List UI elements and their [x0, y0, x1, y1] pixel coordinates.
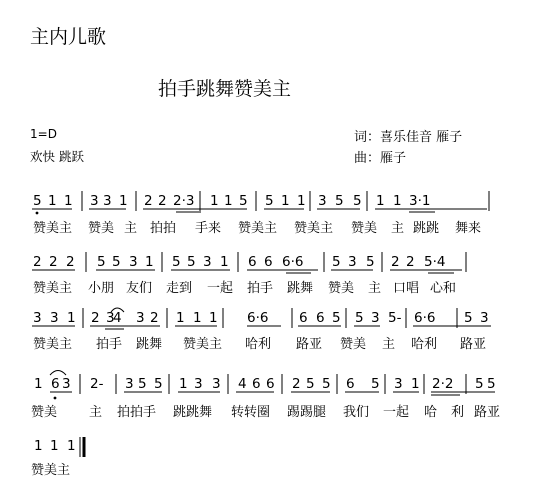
- note: 5: [371, 376, 380, 392]
- song-title: 拍手跳舞赞美主: [158, 78, 292, 100]
- note: 6: [248, 254, 257, 270]
- note: 5: [112, 254, 121, 270]
- note: 5: [154, 376, 163, 392]
- note: 1: [119, 193, 128, 209]
- lyric-word: 主: [391, 221, 405, 236]
- note: 5: [487, 376, 496, 392]
- lyric-word: 跳舞: [136, 337, 163, 352]
- note: 3: [90, 193, 99, 209]
- note: 5: [353, 193, 362, 209]
- note: 5: [335, 193, 344, 209]
- lyric-word: 我们: [343, 405, 370, 420]
- note: 1: [64, 193, 73, 209]
- lyric-word: 拍手: [247, 281, 274, 296]
- note: 2: [150, 310, 159, 326]
- note: 1: [176, 310, 185, 326]
- note: 1: [281, 193, 290, 209]
- note: 3: [103, 193, 112, 209]
- note: 5: [366, 254, 375, 270]
- note: 3: [203, 254, 212, 270]
- lyric-word: 利: [451, 405, 465, 420]
- note: 6·6: [282, 254, 304, 270]
- note: 5: [265, 193, 274, 209]
- note: 3: [33, 310, 42, 326]
- lyric-word: 一起: [383, 405, 410, 420]
- note: 1: [67, 310, 76, 326]
- lyric-word: 口唱: [393, 281, 420, 296]
- note: 3: [62, 376, 71, 392]
- lyric-word: 友们: [126, 281, 153, 296]
- note: 6: [252, 376, 261, 392]
- tie-arc: [50, 371, 66, 376]
- lyric-word: 跳跳: [413, 221, 440, 236]
- note: 6: [346, 376, 355, 392]
- note: 2: [292, 376, 301, 392]
- note: 1: [224, 193, 233, 209]
- lyric-word: 舞来: [455, 221, 482, 236]
- note: 3: [348, 254, 357, 270]
- note: 1: [193, 310, 202, 326]
- lyric-word: 拍手: [96, 337, 123, 352]
- lyric-word: 赞美主: [33, 281, 73, 296]
- note: 2: [91, 310, 100, 326]
- note: 3: [125, 376, 134, 392]
- song-category: 主内儿歌: [30, 26, 107, 48]
- note: 1: [393, 193, 402, 209]
- note: 5: [475, 376, 484, 392]
- note: 2·3: [173, 193, 195, 209]
- note: 5: [172, 254, 181, 270]
- note: 2: [33, 254, 42, 270]
- low-octave-dot: [54, 397, 57, 400]
- octave-dots: [36, 212, 57, 400]
- note: 2: [49, 254, 58, 270]
- note: 3: [212, 376, 221, 392]
- lyricist-credit: 词：喜乐佳音 雁子: [354, 130, 463, 145]
- note: 1: [220, 254, 229, 270]
- note: 1: [411, 376, 420, 392]
- lyric-word: 赞美: [31, 405, 58, 420]
- lyric-word: 主: [382, 337, 396, 352]
- note: 3: [194, 376, 203, 392]
- note: 4: [113, 310, 122, 326]
- lyric-word: 拍拍手: [117, 405, 157, 420]
- note: 2·2: [432, 376, 454, 392]
- low-octave-dot: [36, 212, 39, 215]
- lyric-word: 赞美: [340, 337, 367, 352]
- note: 6: [51, 376, 60, 392]
- lyric-word: 赞美: [88, 221, 115, 236]
- note: 3: [394, 376, 403, 392]
- note: 5: [464, 310, 473, 326]
- note: 3: [50, 310, 59, 326]
- note: 2: [158, 193, 167, 209]
- lyric-word: 路亚: [296, 337, 323, 352]
- lyric-word: 小朋: [88, 281, 115, 296]
- lyric-word: 赞美: [351, 221, 378, 236]
- key-signature: 1=D: [30, 127, 57, 141]
- note: 1: [376, 193, 385, 209]
- note: 1: [209, 310, 218, 326]
- note: 2: [406, 254, 415, 270]
- lyric-word: 走到: [166, 281, 193, 296]
- lyric-word: 跳跳舞: [173, 405, 213, 420]
- tempo-marking: 欢快 跳跃: [30, 149, 84, 164]
- note: 1: [67, 438, 76, 454]
- lyric-word: 哈: [424, 405, 438, 420]
- lyric-word: 跳舞: [287, 281, 314, 296]
- note: 5: [97, 254, 106, 270]
- lyric-word: 赞美主: [238, 221, 278, 236]
- note: 4: [238, 376, 247, 392]
- lyric-word: 赞美主: [31, 463, 71, 478]
- lyric-word: 转转圈: [231, 405, 271, 420]
- note: 5-: [388, 310, 402, 326]
- note: 2: [391, 254, 400, 270]
- note: 3: [480, 310, 489, 326]
- note: 3·1: [409, 193, 431, 209]
- note: 3: [371, 310, 380, 326]
- lyric-word: 赞美主: [33, 337, 73, 352]
- note: 1: [179, 376, 188, 392]
- lyric-word: 哈利: [245, 337, 272, 352]
- note: 2-: [90, 376, 104, 392]
- note: 6: [299, 310, 308, 326]
- composer-credit: 曲：雁子: [354, 151, 407, 166]
- note: 3: [136, 310, 145, 326]
- lyric-word: 主: [89, 405, 103, 420]
- note: 1: [50, 438, 59, 454]
- note: 6: [266, 376, 275, 392]
- note: 5: [138, 376, 147, 392]
- note: 1: [297, 193, 306, 209]
- lyric-word: 赞美主: [33, 221, 73, 236]
- note: 6: [264, 254, 273, 270]
- note: 5: [306, 376, 315, 392]
- note: 2: [144, 193, 153, 209]
- lyric-word: 赞美: [328, 281, 355, 296]
- lyric-word: 主: [368, 281, 382, 296]
- lyric-word: 路亚: [474, 405, 501, 420]
- lyric-word: 路亚: [460, 337, 487, 352]
- note: 5: [33, 193, 42, 209]
- note: 3: [129, 254, 138, 270]
- note: 5: [332, 254, 341, 270]
- note: 5: [239, 193, 248, 209]
- note: 5: [187, 254, 196, 270]
- note: 3: [318, 193, 327, 209]
- lyric-word: 一起: [207, 281, 234, 296]
- lyric-word: 心和: [430, 281, 457, 296]
- note: 5: [322, 376, 331, 392]
- lyric-word: 赞美主: [294, 221, 334, 236]
- note: 1: [34, 376, 43, 392]
- lyric-word: 踢踢腿: [287, 405, 327, 420]
- note: 1: [34, 438, 43, 454]
- note: 1: [48, 193, 57, 209]
- note: 5·4: [424, 254, 446, 270]
- note: 1: [210, 193, 219, 209]
- note: 5: [332, 310, 341, 326]
- note: 3: [106, 310, 115, 326]
- note: 5: [355, 310, 364, 326]
- lyric-word: 哈利: [411, 337, 438, 352]
- lyric-word: 拍拍: [150, 221, 177, 236]
- note: 1: [145, 254, 154, 270]
- lyric-word: 主: [124, 221, 138, 236]
- lyric-word: 赞美主: [183, 337, 223, 352]
- note: 6·6: [414, 310, 436, 326]
- note: 6·6: [247, 310, 269, 326]
- note: 2: [66, 254, 75, 270]
- lyric-word: 手来: [195, 221, 222, 236]
- note: 6: [316, 310, 325, 326]
